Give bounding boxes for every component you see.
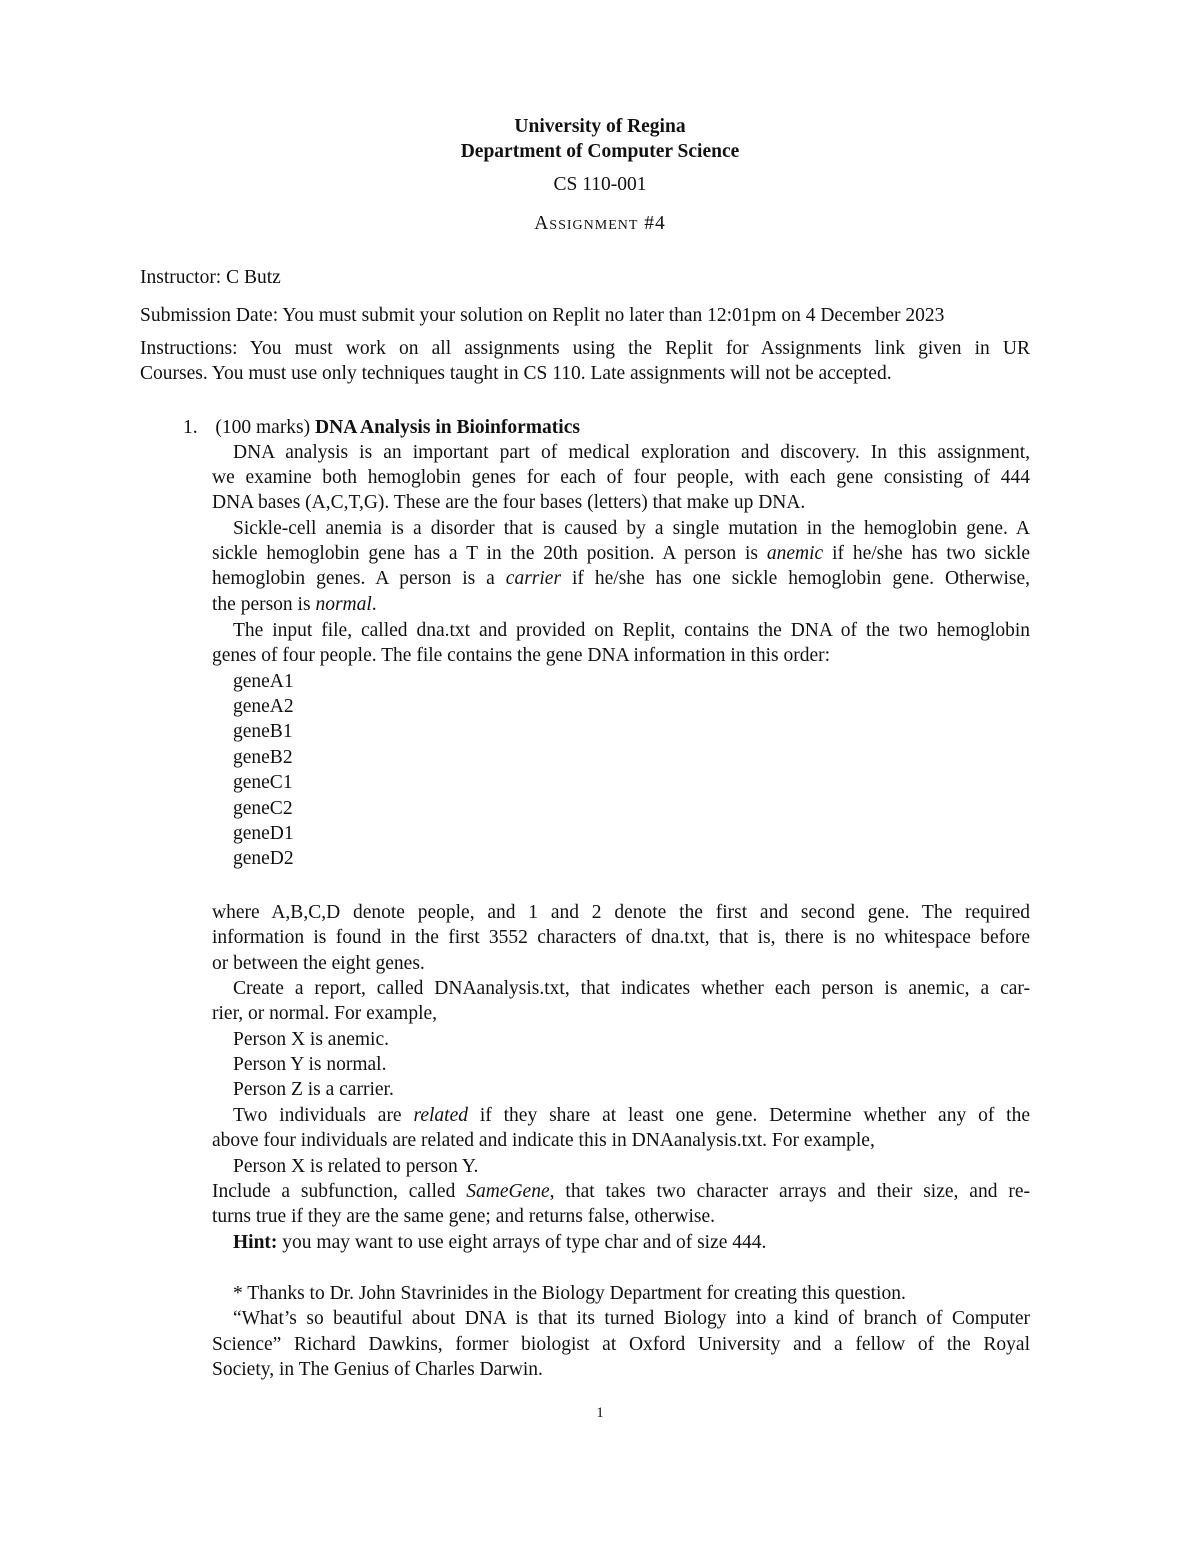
gene-item: geneC1 <box>233 772 293 793</box>
term-samegene: SameGene <box>466 1181 550 1202</box>
gene-item: geneB1 <box>233 721 293 742</box>
instructor-line: Instructor: C Butz <box>140 267 281 288</box>
paragraph-line: information is found in the first 3552 characters of dna.txt, that is, there is no whitespace before <box>212 927 1030 948</box>
example-line: Person Y is normal. <box>233 1054 387 1075</box>
instructions-line-1: Instructions: You must work on all assignments using the Replit for Assignments link given in UR <box>140 338 1030 359</box>
question-heading <box>183 415 580 440</box>
question-marks: (100 marks) <box>215 417 311 438</box>
instructions-line-2: Courses. You must use only techniques taught in CS 110. Late assignments will not be accepted. <box>140 363 892 384</box>
term-related: related <box>413 1105 468 1126</box>
paragraph-line: Sickle-cell anemia is a disorder that is caused by a single mutation in the hemoglobin gene. A <box>233 518 1030 539</box>
paragraph-line: sickle hemoglobin gene has a T in the 20th position. A person is anemic if he/she has two sickle <box>212 543 1030 564</box>
hint-label: Hint: <box>233 1232 278 1253</box>
paragraph-line: DNA analysis is an important part of medical exploration and discovery. In this assignment, <box>233 442 1030 463</box>
paragraph-line: The input file, called dna.txt and provided on Replit, contains the DNA of the two hemoglobin <box>233 620 1030 641</box>
gene-item: geneD1 <box>233 823 294 844</box>
department-name: Department of Computer Science <box>460 141 740 162</box>
university-name: University of Regina <box>514 116 686 137</box>
example-line: Person X is related to person Y. <box>233 1156 479 1177</box>
paragraph-line: or between the eight genes. <box>212 953 425 974</box>
gene-item: geneB2 <box>233 747 293 768</box>
assignment-title: Assignment #4 <box>534 213 666 234</box>
paragraph-line: above four individuals are related and indicate this in DNAanalysis.txt. For example, <box>212 1130 875 1151</box>
paragraph-line: the person is normal. <box>212 594 377 615</box>
paragraph-line: Two individuals are related if they share at least one gene. Determine whether any of the <box>233 1105 1031 1126</box>
thanks-note: * Thanks to Dr. John Stavrinides in the Biology Department for creating this question. <box>233 1283 906 1304</box>
submission-line: Submission Date: You must submit your solution on Replit no later than 12:01pm on 4 December 2023 <box>140 305 945 326</box>
paragraph-line: where A,B,C,D denote people, and 1 and 2 denote the first and second gene. The required <box>212 902 1030 923</box>
hint-line: Hint: you may want to use eight arrays of type char and of size 444. <box>233 1232 767 1253</box>
example-line: Person Z is a carrier. <box>233 1079 394 1100</box>
course-code: CS 110-001 <box>553 174 647 195</box>
example-line: Person X is anemic. <box>233 1029 389 1050</box>
term-normal: normal <box>315 594 372 615</box>
paragraph-line: Create a report, called DNAanalysis.txt, that indicates whether each person is anemic, a car- <box>233 978 1030 999</box>
page-number: 1 <box>596 1405 604 1421</box>
question-number: 1. <box>183 417 198 438</box>
quote-line: “What’s so beautiful about DNA is that its turned Biology into a kind of branch of Computer <box>233 1308 1030 1329</box>
gene-item: geneD2 <box>233 848 294 869</box>
paragraph-line: rier, or normal. For example, <box>212 1003 438 1024</box>
quote-line: Society, in The Genius of Charles Darwin. <box>212 1359 543 1380</box>
gene-item: geneA1 <box>233 671 294 692</box>
paragraph-line: Include a subfunction, called SameGene, that takes two character arrays and their size, and re- <box>212 1181 1030 1202</box>
paragraph-line: turns true if they are the same gene; and returns false, otherwise. <box>212 1206 716 1227</box>
paragraph-line: genes of four people. The file contains the gene DNA information in this order: <box>212 645 831 666</box>
paragraph-line: we examine both hemoglobin genes for each of four people, with each gene consisting of 444 <box>212 467 1030 488</box>
question-title: DNA Analysis in Bioinformatics <box>315 417 580 438</box>
paragraph-line: hemoglobin genes. A person is a carrier if he/she has one sickle hemoglobin gene. Otherwise, <box>212 568 1030 589</box>
paragraph-line: DNA bases (A,C,T,G). These are the four bases (letters) that make up DNA. <box>212 492 806 513</box>
term-anemic: anemic <box>766 543 824 564</box>
gene-item: geneA2 <box>233 696 294 717</box>
term-carrier: carrier <box>505 568 562 589</box>
quote-line: Science” Richard Dawkins, former biologist at Oxford University and a fellow of the Royal <box>212 1334 1030 1355</box>
gene-item: geneC2 <box>233 798 293 819</box>
